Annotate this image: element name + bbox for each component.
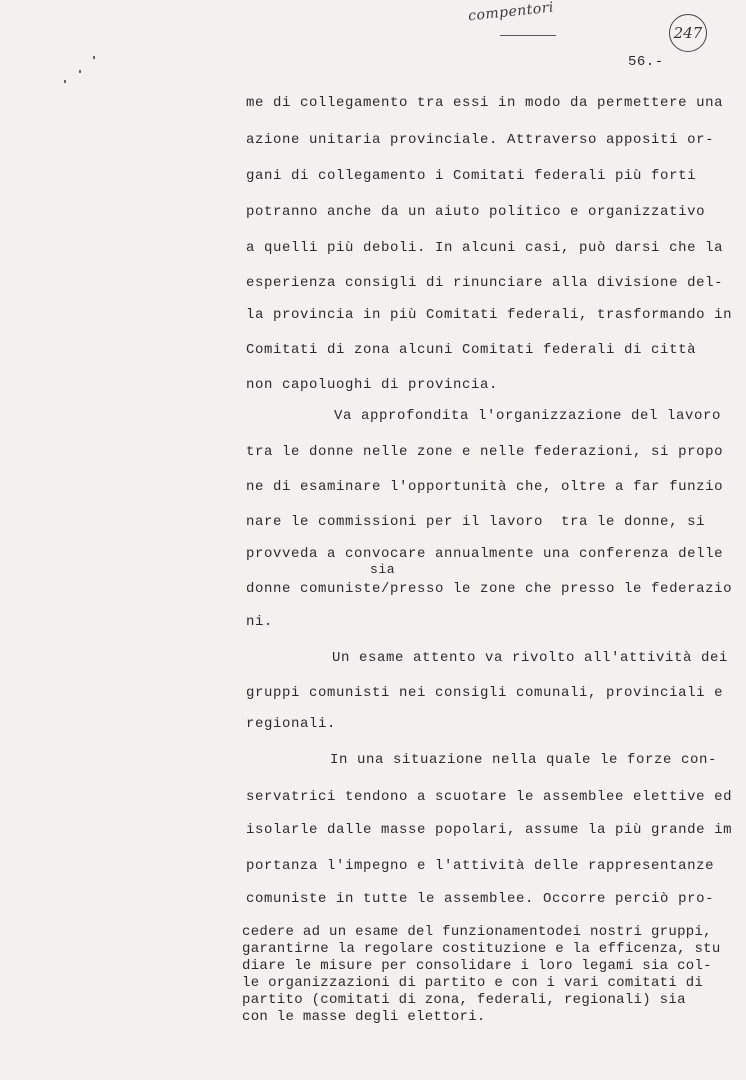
text-line: azione unitaria provinciale. Attraverso appositi or- (246, 132, 715, 148)
text-line: donne comuniste/presso le zone che presso le federazio (246, 581, 733, 597)
ink-speck (93, 56, 95, 59)
text-line: servatrici tendono a scuotare le assemblee elettive ed (246, 789, 733, 805)
text-line: cedere ad un esame del funzionamentodei nostri gruppi, (242, 924, 712, 940)
text-line: me di collegamento tra essi in modo da permettere una (246, 95, 724, 111)
text-line: ni. (246, 614, 274, 630)
page-number: 56.- (628, 54, 664, 70)
text-line: garantirne la regolare costituzione e la efficenza, stu (242, 941, 721, 957)
text-line: diare le misure per consolidare i loro legami sia col- (242, 958, 712, 974)
text-line: a quelli più deboli. In alcuni casi, può darsi che la (246, 240, 724, 256)
page-stamp: 247 (669, 14, 707, 52)
text-line: gani di collegamento i Comitati federali più forti (246, 168, 697, 184)
text-line: con le masse degli elettori. (242, 1009, 486, 1025)
text-line: la provincia in più Comitati federali, trasformando in (246, 307, 733, 323)
text-line: nare le commissioni per il lavoro tra le donne, si (246, 514, 706, 530)
text-line: gruppi comunisti nei consigli comunali, provinciali e (246, 685, 724, 701)
text-line: partito (comitati di zona, federali, regionali) sia (242, 992, 686, 1008)
text-line: Un esame attento va rivolto all'attività dei (332, 650, 729, 666)
text-line: portanza l'impegno e l'attività delle rappresentanze (246, 858, 715, 874)
handwritten-annotation: compentori (467, 0, 555, 25)
text-line: ne di esaminare l'opportunità che, oltre a far funzio (246, 479, 724, 495)
text-line: In una situazione nella quale le forze con- (330, 752, 718, 768)
annotation-underline (500, 35, 556, 36)
ink-speck (64, 80, 66, 83)
text-line: tra le donne nelle zone e nelle federazioni, si propo (246, 444, 724, 460)
text-line: esperienza consigli di rinunciare alla divisione del- (246, 275, 724, 291)
text-line: non capoluoghi di provincia. (246, 377, 499, 393)
text-line: potranno anche da un aiuto politico e organizzativo (246, 204, 706, 220)
text-line: Comitati di zona alcuni Comitati federali di città (246, 342, 697, 358)
text-line: regionali. (246, 716, 337, 732)
text-line: le organizzazioni di partito e con i vari comitati di (242, 975, 704, 991)
text-line: isolarle dalle masse popolari, assume la più grande im (246, 822, 733, 838)
text-line: comuniste in tutte le assemblee. Occorre perciò pro- (246, 891, 715, 907)
text-line: Va approfondita l'organizzazione del lavoro (334, 408, 722, 424)
handwritten-insertion: sia (370, 562, 396, 577)
ink-speck (79, 70, 81, 73)
text-line: provveda a convocare annualmente una conferenza delle (246, 546, 724, 562)
